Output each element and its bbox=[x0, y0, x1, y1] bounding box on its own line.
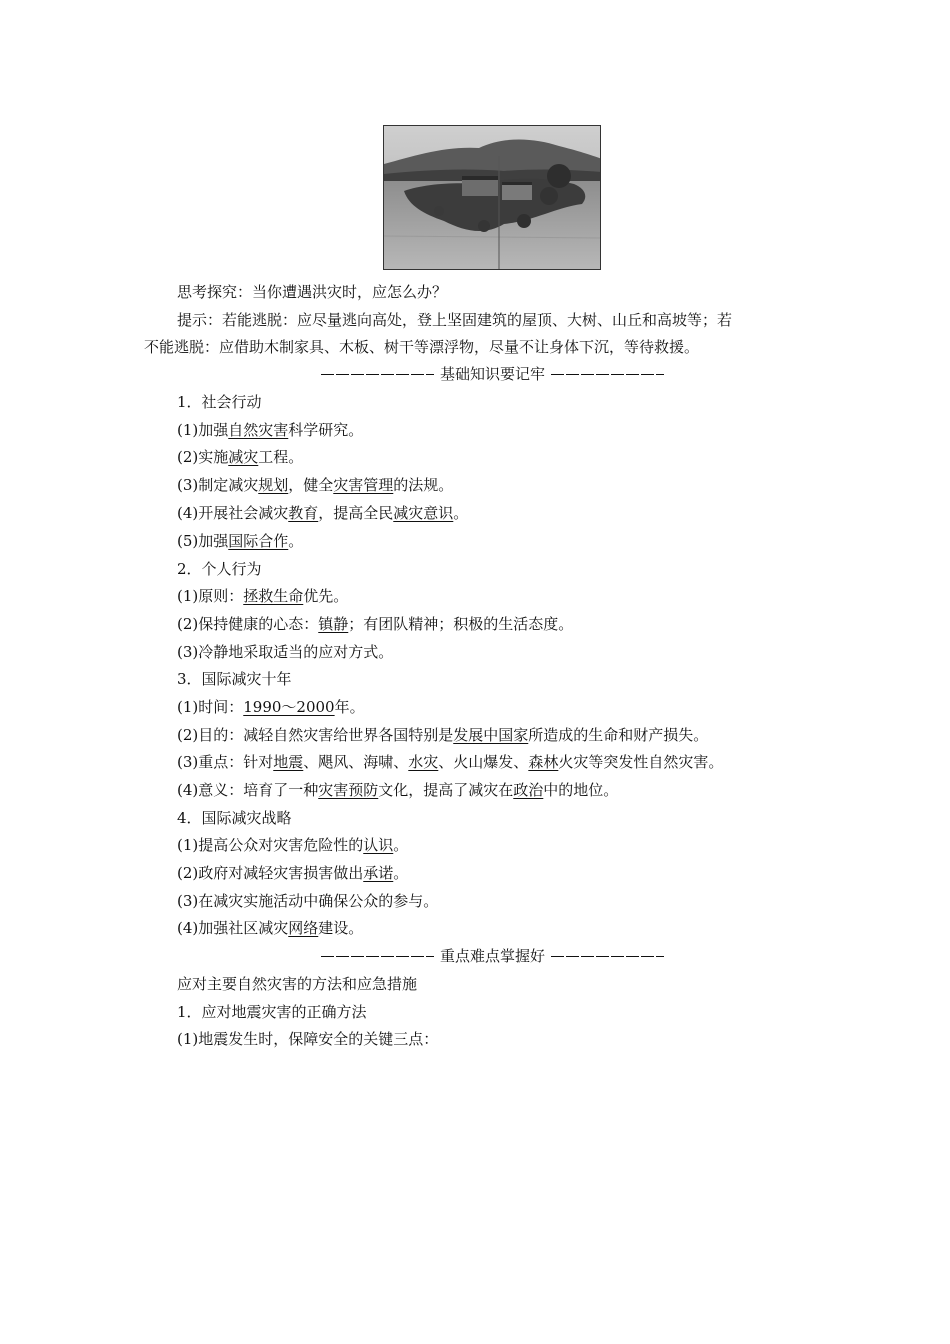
list-item: (1)加强自然灾害科学研究。 bbox=[177, 421, 364, 439]
heading-social-action: 1．社会行动 bbox=[177, 393, 262, 411]
flood-photo bbox=[383, 125, 601, 270]
heading-personal-action: 2．个人行为 bbox=[177, 560, 262, 578]
list-item: (5)加强国际合作。 bbox=[177, 532, 304, 550]
heading-idndr: 3．国际减灾十年 bbox=[177, 670, 292, 688]
list-item: (2)实施减灾工程。 bbox=[177, 448, 304, 466]
section-divider-basics bbox=[315, 364, 670, 384]
list-item: (3)冷静地采取适当的应对方式。 bbox=[177, 643, 394, 661]
topic-intro: 应对主要自然灾害的方法和应急措施 bbox=[177, 975, 418, 993]
heading-isdr: 4．国际减灾战略 bbox=[177, 809, 292, 827]
list-item: (4)加强社区减灾网络建设。 bbox=[177, 919, 364, 937]
section-title: 基础知识要记牢 bbox=[440, 365, 546, 383]
hint-line-2: 不能逃脱：应借助木制家具、木板、树干等漂浮物，尽量不让身体下沉，等待救援。 bbox=[144, 338, 700, 356]
list-item: (1)时间：1990～2000年。 bbox=[177, 698, 365, 716]
flood-photo-icon bbox=[384, 126, 601, 270]
think-prompt bbox=[177, 282, 447, 302]
list-item: (3)重点：针对地震、飓风、海啸、水灾、火山爆发、森林火灾等突发性自然灾害。 bbox=[177, 753, 724, 771]
section-title: 重点难点掌握好 bbox=[440, 947, 546, 965]
heading-earthquake: 1．应对地震灾害的正确方法 bbox=[177, 1003, 367, 1021]
think-label: 思考探究： bbox=[177, 283, 253, 301]
list-item: (1)提高公众对灾害危险性的认识。 bbox=[177, 836, 409, 854]
list-item: (3)制定减灾规划，健全灾害管理的法规。 bbox=[177, 476, 454, 494]
hint-label: 提示： bbox=[177, 311, 223, 329]
list-item: (4)开展社会减灾教育，提高全民减灾意识。 bbox=[177, 504, 469, 522]
list-item: (2)目的：减轻自然灾害给世界各国特别是发展中国家所造成的生命和财产损失。 bbox=[177, 726, 709, 744]
list-item: (1)地震发生时，保障安全的关键三点： bbox=[177, 1030, 439, 1048]
list-item: (2)保持健康的心态：镇静；有团队精神；积极的生活态度。 bbox=[177, 615, 574, 633]
section-divider-key-points bbox=[315, 946, 670, 966]
list-item: (2)政府对减轻灾害损害做出承诺。 bbox=[177, 864, 409, 882]
think-text: 当你遭遇洪灾时，应怎么办？ bbox=[252, 283, 448, 301]
hint-line-1: 提示：若能逃脱：应尽量逃向高处，登上坚固建筑的屋顶、大树、山丘和高坡等；若 bbox=[177, 311, 733, 329]
list-item: (3)在减灾实施活动中确保公众的参与。 bbox=[177, 892, 439, 910]
list-item: (4)意义：培育了一种灾害预防文化，提高了减灾在政治中的地位。 bbox=[177, 781, 619, 799]
list-item: (1)原则：拯救生命优先。 bbox=[177, 587, 349, 605]
